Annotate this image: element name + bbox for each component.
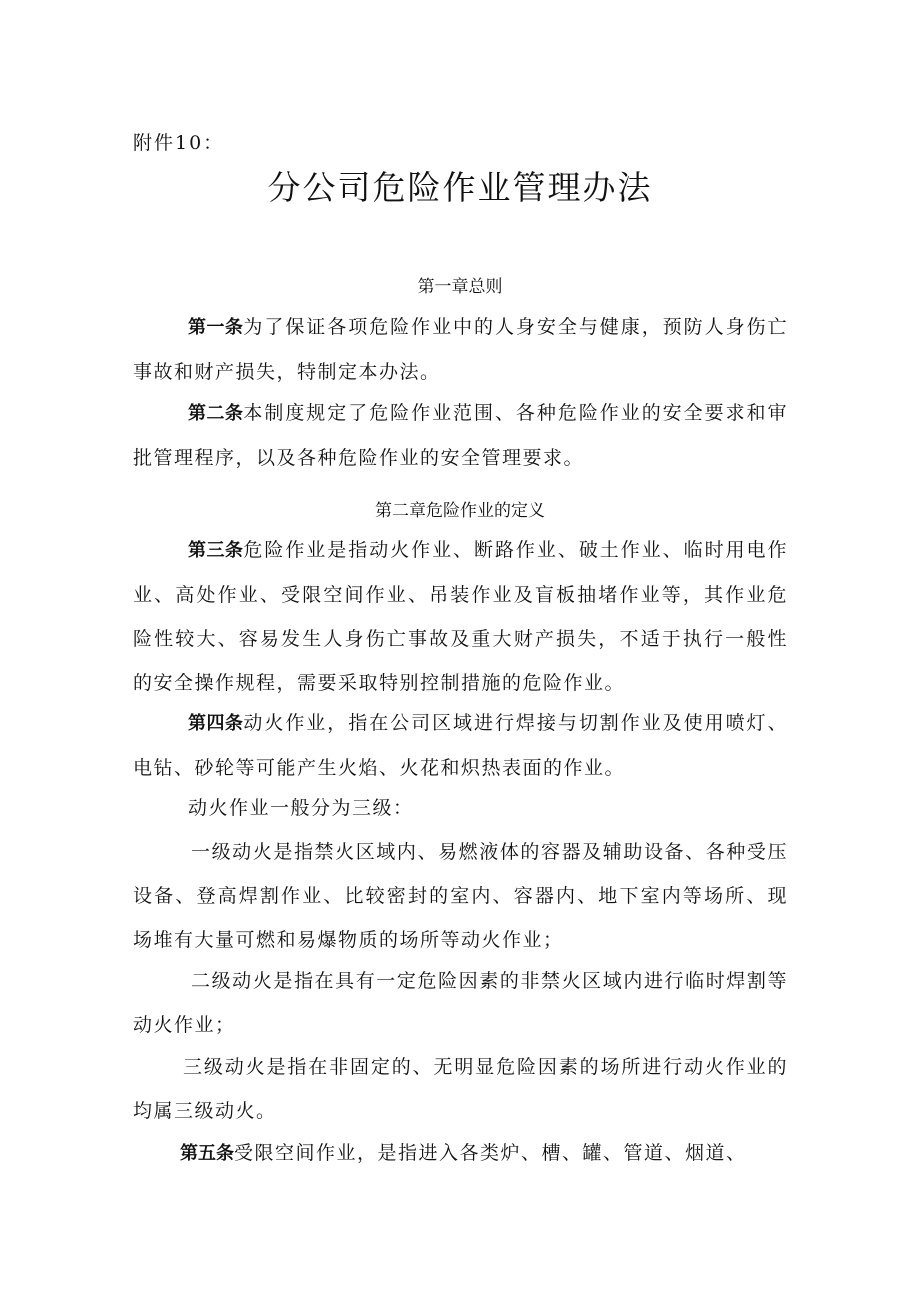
- article-1: [133, 305, 788, 394]
- article-2-text: 本制度规定了危险作业范围、各种危险作业的安全要求和审批管理程序，以及各种危险作业的安全管理要求。: [133, 402, 789, 469]
- article-5-label: 第五条: [180, 1143, 234, 1164]
- article-4-text: 动火作业，指在公司区域进行焊接与切割作业及使用喷灯、电钻、砂轮等可能产生火焰、火花和炽热表面的作业。: [133, 712, 789, 779]
- article-3-label: 第三条: [188, 540, 244, 561]
- chapter-heading-1: 第一章总则: [417, 277, 503, 297]
- article-2-label: 第二条: [188, 403, 244, 424]
- fire-level-1: 一级动火是指禁火区域内、易燃液体的容器及辅助设备、各种受压设备、登高焊割作业、比较密封的室内、容器内、地下室内等场所、现场堆有大量可燃和易爆物质的场所等动火作业；: [133, 841, 788, 951]
- article-2: [133, 391, 788, 480]
- article-4: [133, 701, 788, 790]
- chapter-heading-2: 第二章危险作业的定义: [375, 501, 545, 521]
- fire-level-2: 二级动火是指在具有一定危险因素的非禁火区域内进行临时焊割等动火作业；: [133, 970, 788, 1036]
- article-3-text: 危险作业是指动火作业、断路作业、破土作业、临时用电作业、高处作业、受限空间作业、吊装作业及盲板抽堵作业等，其作业危险性较大、容易发生人身伤亡事故及重大财产损失，不适于执行一般性的安全操作规程，需要采取特别控制措施的危险作业。: [133, 539, 789, 694]
- fire-level-3: 三级动火是指在非固定的、无明显危险因素的场所进行动火作业的均属三级动火。: [133, 1056, 788, 1122]
- article-3: [133, 528, 788, 705]
- article-1-label: 第一条: [188, 317, 244, 338]
- article-5-text: 受限空间作业，是指进入各类炉、槽、罐、管道、烟道、: [234, 1142, 747, 1164]
- article-1-text: 为了保证各项危险作业中的人身安全与健康，预防人身伤亡事故和财产损失，特制定本办法。: [133, 316, 789, 383]
- fire-levels-intro: 动火作业一般分为三级：: [188, 797, 414, 819]
- article-5: [133, 1131, 788, 1176]
- attachment-label: 附件10：: [133, 132, 225, 154]
- article-4-label: 第四条: [188, 713, 244, 734]
- document-title: 分公司危险作业管理办法: [267, 168, 653, 207]
